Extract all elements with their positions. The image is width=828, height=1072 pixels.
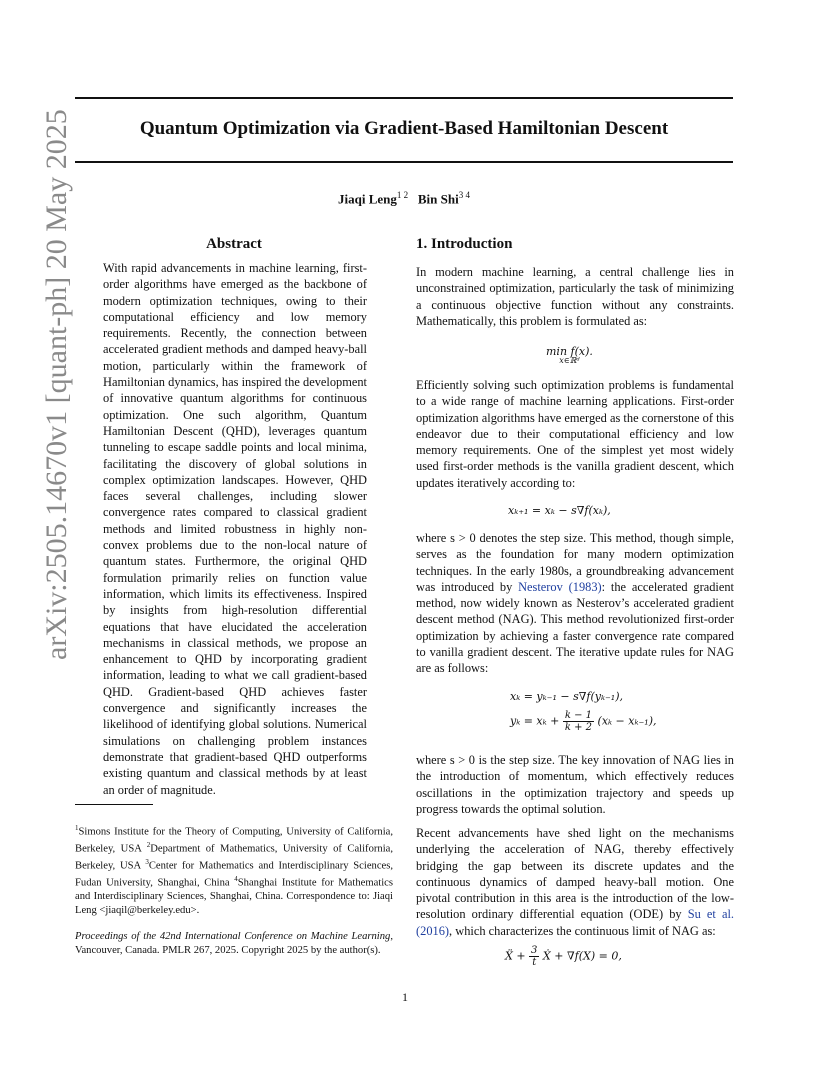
equation-3a: xₖ = yₖ₋₁ − s∇f(yₖ₋₁),: [510, 690, 623, 703]
top-rule: [75, 97, 733, 99]
fraction-numerator: k − 1: [564, 710, 593, 721]
author-2-affil: 3 4: [458, 190, 470, 200]
footnote-mark-2: 2: [146, 841, 151, 850]
affiliation-2: Department of Mathematics, University of California, Berkeley, USA: [75, 843, 393, 872]
intro-paragraph-2: Efficiently solving such optimization problems is fundamental to a wide range of machine learning applications. First-order optimization algorithms have emerged as the cornerstone of this endeavor due to their computational efficiency and low memory requirements. One of the simplest yet most widely used first-order methods is the vanilla gradient descent, which updates iteratively according to:: [416, 378, 734, 490]
intro-paragraph-5: [416, 825, 734, 939]
footnote-mark-3: 3: [145, 858, 149, 867]
p5-text-a: Recent advancements have shed light on the mechanisms underlying the acceleration of NAG, thereby effectively bridging the gap between its discrete updates and the continuous dynamics of damped heavy-ball motion. One pivotal contribution in this area is the introduction of the low-resolution ordinary differential equation (ODE) by: [416, 826, 734, 922]
intro-paragraph-3: [416, 530, 734, 677]
author-1-affil: 1 2: [396, 190, 409, 200]
equation-3b-right: (xₖ − xₖ₋₁),: [597, 714, 657, 728]
fraction-numerator: 3: [531, 945, 538, 956]
footnote-rule: [75, 804, 153, 805]
p3-text-b: : the accelerated gradient method, now widely known as Nesterov’s accelerated gradient descent method (NAG). This method revolutionized first-order optimization by achieving a faster convergence rate compared to vanilla gradient descent. The iterative update rules for NAG are as follows:: [416, 579, 734, 676]
equation-4-fraction: [529, 945, 539, 968]
equation-3b-left: yₖ = xₖ +: [510, 714, 560, 728]
equation-1-main: min f(x).: [546, 345, 593, 358]
paper-title: Quantum Optimization via Gradient-Based Hamiltonian Descent: [139, 118, 669, 139]
footnote-mark-1: 1: [75, 824, 79, 832]
equation-3b-fraction: [563, 710, 594, 733]
proceedings-details: , Vancouver, Canada. PMLR 267, 2025. Copyright 2025 by the author(s).: [75, 931, 393, 956]
affiliation-1: Simons Institute for the Theory of Computing, University of California, Berkeley, USA: [75, 826, 393, 855]
affiliation-4: Shanghai Institute for Mathematics and Interdisciplinary Sciences, Shanghai, China. Correspondence to: Jiaqi Leng <jiaqil@berkeley.edu>.: [75, 877, 393, 916]
affiliation-footnote: [75, 822, 393, 917]
title-bottom-rule: [75, 161, 733, 163]
proceedings-note: [75, 930, 393, 957]
page-number: 1: [402, 990, 408, 1004]
proceedings-venue: Proceedings of the 42nd International Conference on Machine Learning: [75, 931, 391, 942]
citation-nesterov-1983[interactable]: Nesterov (1983): [518, 579, 602, 594]
footnote-mark-4: 4: [234, 875, 238, 884]
equation-3b: [510, 710, 656, 733]
intro-paragraph-1: In modern machine learning, a central challenge lies in unconstrained optimization, particularly the task of minimizing a continuous objective function without any constraints. Mathematically, this problem is formulated as:: [416, 265, 734, 328]
intro-paragraph-4: where s > 0 is the step size. The key innovation of NAG lies in the introduction of momentum, which effectively reduces oscillations in the optimization trajectory and speeds up progress towards the optimal solution.: [416, 753, 734, 816]
intro-heading: 1. Introduction: [416, 236, 513, 252]
equation-4-left: Ẍ +: [505, 949, 526, 963]
fraction-denominator: k + 2: [564, 722, 593, 733]
fraction-denominator: t: [532, 957, 537, 968]
equation-1: [546, 345, 593, 365]
equation-4-right: Ẋ + ∇f(X) = 0,: [542, 949, 622, 963]
equation-2: xₖ₊₁ = xₖ − s∇f(xₖ),: [508, 504, 611, 517]
p3-text-a: where s > 0 denotes the step size. This method, though simple, serves as the foundation for many modern optimization techniques. In the early 1980s, a groundbreaking advancement was introduced by: [416, 531, 734, 594]
author-2: Bin Shi: [417, 191, 459, 207]
abstract-heading: Abstract: [206, 236, 262, 252]
arxiv-stamp: arXiv:2505.14670v1 [quant-ph] 20 May 2025: [40, 109, 73, 660]
affiliation-3: Center for Mathematics and Interdisciplinary Sciences, Fudan University, Shanghai, China: [75, 860, 393, 889]
equation-1-subscript: x∈ℝᵈ: [559, 356, 580, 365]
author-1: Jiaqi Leng: [338, 191, 397, 207]
citation-su-2016[interactable]: Su et al. (2016): [416, 907, 734, 938]
equation-4: [505, 945, 622, 968]
author-list: [75, 190, 733, 207]
p5-text-b: , which characterizes the continuous limit of NAG as:: [449, 923, 716, 938]
abstract-text: With rapid advancements in machine learning, first-order algorithms have emerged as the backbone of modern optimization techniques, owing to their computational efficiency and low memory requirements. Recently, the connection between accelerated gradient methods and damped heavy-ball motion, particularly within the framework of Hamiltonian dynamics, has inspired the development of innovative quantum algorithms for continuous optimization. One such algorithm, Quantum Hamiltonian Descent (QHD), leverages quantum tunneling to escape saddle points and local minima, facilitating the discovery of global solutions in complex optimization landscapes. However, QHD faces several challenges, including slower convergence rates compared to classical gradient methods and limited robustness in highly non-convex problems due to the non-local nature of quantum states. Furthermore, the original QHD formulation primarily relies on function value information, which limits its effectiveness. Inspired by insights from high-resolution differential equations that have elucidated the acceleration mechanisms in classical methods, we propose an enhancement to QHD by incorporating gradient information, leading to what we call gradient-based QHD. Gradient-based QHD achieves faster convergence and significantly increases the likelihood of identifying global solutions. Numerical simulations on challenging problem instances demonstrate that gradient-based QHD outperforms existing quantum and classical methods by at least an order of magnitude.: [103, 261, 367, 797]
